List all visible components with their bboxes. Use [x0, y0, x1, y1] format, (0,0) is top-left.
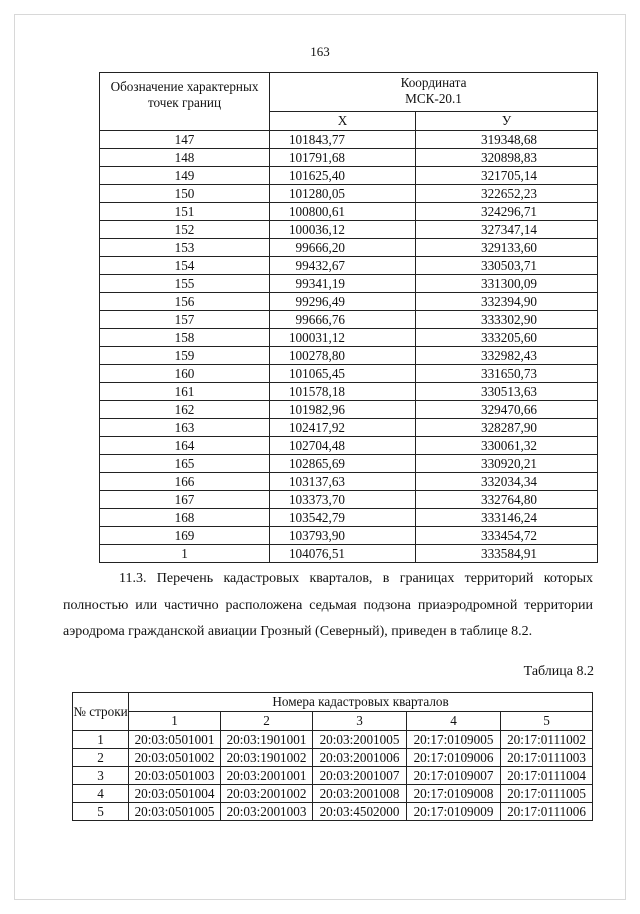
cell-y: 330503,71 [416, 257, 598, 275]
cell-x: 101578,18 [270, 383, 416, 401]
cell-x: 101982,96 [270, 401, 416, 419]
cell-x: 100036,12 [270, 221, 416, 239]
cell-y: 320898,83 [416, 149, 598, 167]
cell-cadastral-number: 20:17:0111002 [501, 731, 593, 749]
table-row [73, 785, 593, 803]
cell-cadastral-number: 20:17:0111003 [501, 749, 593, 767]
cell-point: 152 [100, 221, 270, 239]
table-row [100, 203, 598, 221]
cell-point: 1 [100, 545, 270, 563]
cell-point: 155 [100, 275, 270, 293]
cell-y: 331300,09 [416, 275, 598, 293]
cell-x: 101280,05 [270, 185, 416, 203]
table-row [100, 311, 598, 329]
cell-point: 166 [100, 473, 270, 491]
cell-x: 102704,48 [270, 437, 416, 455]
cell-row-number: 5 [73, 803, 129, 821]
cell-x: 103542,79 [270, 509, 416, 527]
cell-point: 158 [100, 329, 270, 347]
cell-x: 99666,76 [270, 311, 416, 329]
cell-point: 169 [100, 527, 270, 545]
table-row [73, 803, 593, 821]
header-coordinate [270, 73, 598, 112]
table-caption: Таблица 8.2 [523, 664, 594, 679]
cell-y: 333205,60 [416, 329, 598, 347]
cell-point: 154 [100, 257, 270, 275]
cell-y: 328287,90 [416, 419, 598, 437]
cell-point: 168 [100, 509, 270, 527]
cell-cadastral-number: 20:17:0109006 [407, 749, 501, 767]
body-paragraph: 11.3. Перечень кадастровых кварталов, в границах территорий которых полностью или частично расположена седьмая подзона приаэродромной территории аэродрома гражданской авиации Грозный (Северный), приведен в таблице 8.2. [63, 571, 593, 639]
cell-y: 319348,68 [416, 131, 598, 149]
cell-point: 161 [100, 383, 270, 401]
cell-cadastral-number: 20:17:0109009 [407, 803, 501, 821]
cell-x: 100278,80 [270, 347, 416, 365]
header-column-number: 2 [221, 712, 313, 731]
cell-x: 101625,40 [270, 167, 416, 185]
cell-y: 330061,32 [416, 437, 598, 455]
cell-cadastral-number: 20:03:0501001 [129, 731, 221, 749]
cell-x: 103793,90 [270, 527, 416, 545]
cell-cadastral-number: 20:17:0111004 [501, 767, 593, 785]
cell-cadastral-number: 20:03:4502000 [313, 803, 407, 821]
cell-y: 329133,60 [416, 239, 598, 257]
cell-cadastral-number: 20:03:2001001 [221, 767, 313, 785]
cadastral-quarters-table [72, 692, 593, 821]
cell-cadastral-number: 20:03:2001002 [221, 785, 313, 803]
cell-point: 163 [100, 419, 270, 437]
cell-x: 99432,67 [270, 257, 416, 275]
cell-x: 99296,49 [270, 293, 416, 311]
cell-x: 100800,61 [270, 203, 416, 221]
cell-y: 330920,21 [416, 455, 598, 473]
cell-point: 167 [100, 491, 270, 509]
header-y: У [416, 112, 598, 131]
cell-point: 151 [100, 203, 270, 221]
table-row [73, 731, 593, 749]
cell-y: 332394,90 [416, 293, 598, 311]
cell-y: 331650,73 [416, 365, 598, 383]
cell-point: 153 [100, 239, 270, 257]
cell-x: 102417,92 [270, 419, 416, 437]
cell-cadastral-number: 20:03:0501004 [129, 785, 221, 803]
table-row [100, 545, 598, 563]
table-row [100, 491, 598, 509]
cell-x: 103137,63 [270, 473, 416, 491]
cell-cadastral-number: 20:17:0111006 [501, 803, 593, 821]
cell-y: 332982,43 [416, 347, 598, 365]
header-column-number: 3 [313, 712, 407, 731]
cell-point: 148 [100, 149, 270, 167]
table-row [100, 221, 598, 239]
cell-cadastral-number: 20:03:2001005 [313, 731, 407, 749]
cell-point: 157 [100, 311, 270, 329]
cell-cadastral-number: 20:03:2001003 [221, 803, 313, 821]
cell-y: 321705,14 [416, 167, 598, 185]
cell-x: 101843,77 [270, 131, 416, 149]
table-row [73, 749, 593, 767]
table-row [100, 131, 598, 149]
cell-cadastral-number: 20:17:0109008 [407, 785, 501, 803]
cell-point: 147 [100, 131, 270, 149]
table-row [100, 239, 598, 257]
cell-cadastral-number: 20:03:0501002 [129, 749, 221, 767]
cell-row-number: 3 [73, 767, 129, 785]
cell-row-number: 4 [73, 785, 129, 803]
cell-x: 104076,51 [270, 545, 416, 563]
header-points: Обозначение характерных точек границ [100, 73, 270, 131]
header-quarters: Номера кадастровых кварталов [129, 693, 593, 712]
header-column-number: 1 [129, 712, 221, 731]
table-row [100, 527, 598, 545]
cell-point: 150 [100, 185, 270, 203]
cell-cadastral-number: 20:03:1901002 [221, 749, 313, 767]
cell-y: 333584,91 [416, 545, 598, 563]
cell-cadastral-number: 20:03:0501005 [129, 803, 221, 821]
page-number: 163 [310, 44, 330, 59]
cell-cadastral-number: 20:17:0109007 [407, 767, 501, 785]
table-row [100, 347, 598, 365]
cell-y: 324296,71 [416, 203, 598, 221]
table-row [100, 185, 598, 203]
table-row [100, 257, 598, 275]
cell-y: 333302,90 [416, 311, 598, 329]
header-column-number: 5 [501, 712, 593, 731]
cell-cadastral-number: 20:03:0501003 [129, 767, 221, 785]
cell-cadastral-number: 20:03:2001008 [313, 785, 407, 803]
cell-point: 164 [100, 437, 270, 455]
coordinates-table [99, 72, 598, 563]
cell-cadastral-number: 20:03:1901001 [221, 731, 313, 749]
table-row [100, 455, 598, 473]
cell-point: 162 [100, 401, 270, 419]
cell-x: 100031,12 [270, 329, 416, 347]
header-coordinate-system: МСК-20.1 [405, 90, 462, 106]
cell-cadastral-number: 20:17:0111005 [501, 785, 593, 803]
cell-x: 99341,19 [270, 275, 416, 293]
table-row [100, 419, 598, 437]
cell-point: 159 [100, 347, 270, 365]
table-row [73, 767, 593, 785]
cell-point: 156 [100, 293, 270, 311]
cell-x: 101791,68 [270, 149, 416, 167]
cell-point: 160 [100, 365, 270, 383]
cell-y: 333454,72 [416, 527, 598, 545]
cell-row-number: 2 [73, 749, 129, 767]
header-x: X [270, 112, 416, 131]
cell-y: 332764,80 [416, 491, 598, 509]
cell-x: 103373,70 [270, 491, 416, 509]
cell-y: 329470,66 [416, 401, 598, 419]
cell-x: 102865,69 [270, 455, 416, 473]
cell-y: 327347,14 [416, 221, 598, 239]
table-row [100, 293, 598, 311]
table-row [100, 275, 598, 293]
cell-row-number: 1 [73, 731, 129, 749]
table-row [100, 149, 598, 167]
table-row [100, 365, 598, 383]
cell-y: 332034,34 [416, 473, 598, 491]
cell-cadastral-number: 20:03:2001007 [313, 767, 407, 785]
table-row [100, 401, 598, 419]
cell-y: 333146,24 [416, 509, 598, 527]
cell-x: 99666,20 [270, 239, 416, 257]
cell-cadastral-number: 20:17:0109005 [407, 731, 501, 749]
table-row [100, 437, 598, 455]
header-column-number: 4 [407, 712, 501, 731]
cell-y: 330513,63 [416, 383, 598, 401]
table-row [100, 473, 598, 491]
table-row [100, 329, 598, 347]
cell-point: 149 [100, 167, 270, 185]
cell-x: 101065,45 [270, 365, 416, 383]
cell-point: 165 [100, 455, 270, 473]
table-row [100, 383, 598, 401]
cell-cadastral-number: 20:03:2001006 [313, 749, 407, 767]
cell-y: 322652,23 [416, 185, 598, 203]
table-row [100, 167, 598, 185]
header-coordinate-label: Координата [400, 75, 467, 90]
header-row-number: № строки [73, 693, 129, 731]
table-row [100, 509, 598, 527]
